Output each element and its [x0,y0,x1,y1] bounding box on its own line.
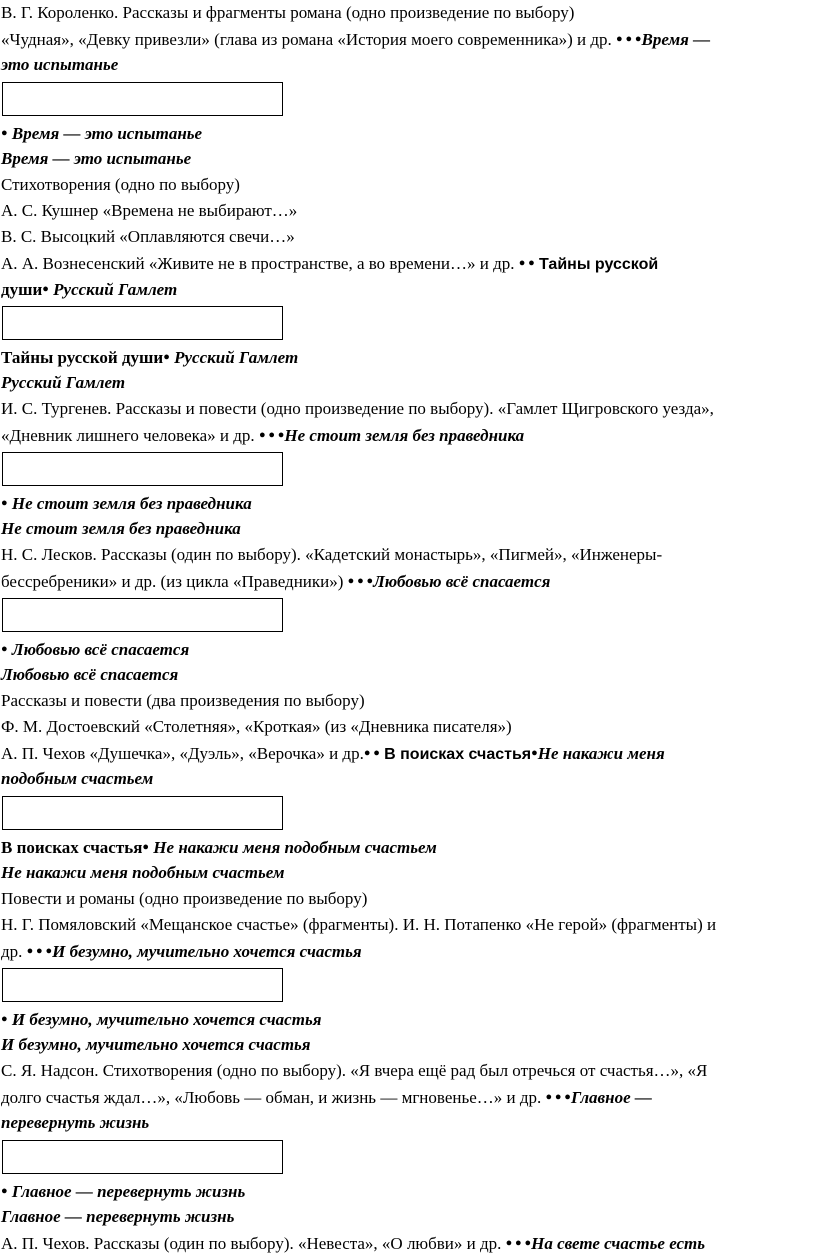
nadson-line2 [1,1084,813,1110]
section-tainy-repeat [1,344,813,370]
bullet-icon: ● [1,1185,8,1197]
leskov-line2 [1,568,813,594]
heading-bezumno: И безумно, мучительно хочется счастья [1,1035,311,1054]
heading-bezumno-inline: И безумно, мучительно хочется счастья [52,942,362,961]
vysotsky-line: В. С. Высоцкий «Оплавляются свечи…» [1,227,295,246]
dostoevsky-line: Ф. М. Достоевский «Столетняя», «Кроткая» (из «Дневника писателя») [1,717,512,736]
heading-vremya-part1: Время — [641,30,711,49]
bullet-heading-lyubov-text: Любовью всё спасается [11,640,190,659]
bullet-icon: ● ● ● [505,1237,532,1249]
bullet-icon: ● ● ● [616,33,642,45]
section-tainy: Тайны русской души [1,348,164,367]
heading-glavnoe: Главное — перевернуть жизнь [1,1207,235,1226]
bullet-icon: ● ● ● [347,575,374,587]
text-frame [2,452,283,486]
turgenev-text: «Дневник лишнего человека» и др. [1,426,255,445]
heading-gamlet-inline: Русский Гамлет [53,280,178,299]
text-frame [2,968,283,1002]
korolenko-title: В. Г. Короленко. Рассказы и фрагменты романа (одно произведение по выбору) [1,3,575,22]
bullet-icon: ● ● [518,257,535,269]
leskov-text: бессребреники» и др. (из цикла «Праведники») [1,572,344,591]
bullet-icon: ● ● [363,747,380,759]
text-frame [2,1140,283,1174]
section-poiski: В поисках счастья [1,838,143,857]
voznesensky-line [1,250,813,276]
heading-schastye-inline: На свете счастье есть [531,1234,706,1253]
heading-nakazhi: Не накажи меня подобным счастьем [1,863,285,882]
section-poiski-inline: В поисках счастья [384,746,532,763]
bullet-icon: ● [1,643,8,655]
bullet-heading-glavnoe-text: Главное — перевернуть жизнь [11,1182,246,1201]
kushner-line: А. С. Кушнер «Времена не выбирают…» [1,201,298,220]
chekhov-text: А. П. Чехов «Душечка», «Дуэль», «Верочка» и др. [1,744,364,763]
korolenko-works [1,26,813,52]
bullet-icon: ● [142,841,150,853]
bullet-icon: ● [163,351,170,363]
heading-nakazhi-part2: подобным счастьем [1,769,154,788]
heading-pravednik: Не стоит земля без праведника [1,519,241,538]
voznesensky-text: А. А. Вознесенский «Живите не в пространстве, а во времени…» и др. [1,254,515,273]
section-tainy-part2: души [1,280,43,299]
pomyalovsky-text: др. [1,942,23,961]
bullet-icon: ● [531,747,538,759]
heading-gamlet-inline-2: Русский Гамлет [174,348,299,367]
bullet-heading-lyubov [1,636,813,662]
bullet-heading-bezumno-text: И безумно, мучительно хочется счастья [11,1010,322,1029]
stories-title: Рассказы и повести (два произведения по выбору) [1,691,365,710]
heading-vremya-part2: это испытанье [1,55,119,74]
text-frame [2,82,283,116]
bullet-heading-pravednik [1,490,813,516]
bullet-heading-vremya [1,120,813,146]
nadson-text: долго счастья ждал…», «Любовь — обман, и жизнь — мгновенье…» и др. [1,1088,542,1107]
heading-lyubov: Любовью всё спасается [1,665,179,684]
turgenev-line1: И. С. Тургенев. Рассказы и повести (одно произведение по выбору). «Гамлет Щигровского уезда», [1,399,714,418]
bullet-icon: ● [1,497,8,509]
bullet-icon: ● ● ● [258,429,285,441]
bullet-icon: ● ● ● [545,1091,571,1103]
heading-gamlet: Русский Гамлет [1,373,126,392]
novels-title: Повести и романы (одно произведение по выбору) [1,889,368,908]
heading-nakazhi-part1: Не накажи меня [537,744,665,763]
turgenev-line2 [1,422,813,448]
section-poiski-repeat [1,834,813,860]
poems-title: Стихотворения (одно по выбору) [1,175,240,194]
bullet-heading-glavnoe [1,1178,813,1204]
chekhov-line [1,740,813,766]
heading-glavnoe-part1: Главное — [570,1088,652,1107]
section-tainy-line2 [1,276,813,302]
bullet-heading-vremya-text: Время — это испытанье [11,124,203,143]
section-tainy-part1: Тайны русской [539,256,659,273]
pomyalovsky-line1: Н. Г. Помяловский «Мещанское счастье» (фрагменты). И. Н. Потапенко «Не герой» (фрагменты) и [1,915,717,934]
text-frame [2,796,283,830]
pomyalovsky-line2 [1,938,813,964]
leskov-line1: Н. С. Лесков. Рассказы (один по выбору). «Кадетский монастырь», «Пигмей», «Инженеры- [1,545,663,564]
heading-vremya: Время — это испытанье [1,149,192,168]
heading-glavnoe-part2: перевернуть жизнь [1,1113,150,1132]
bullet-icon: ● [42,283,49,295]
korolenko-works-text: «Чудная», «Девку привезли» (глава из романа «История моего современника») и др. [1,30,612,49]
bullet-icon: ● [1,1013,8,1025]
bullet-heading-bezumno [1,1006,813,1032]
bullet-icon: ● [1,127,8,139]
chekhov-stories-text: А. П. Чехов. Рассказы (один по выбору). «Невеста», «О любви» и др. [1,1234,502,1253]
text-frame [2,306,283,340]
heading-pravednik-inline: Не стоит земля без праведника [284,426,525,445]
bullet-heading-pravednik-text: Не стоит земля без праведника [11,494,252,513]
nadson-line1: С. Я. Надсон. Стихотворения (одно по выбору). «Я вчера ещё рад был отречься от счастья…», «Я [1,1061,708,1080]
heading-lyubov-inline: Любовью всё спасается [373,572,551,591]
bullet-icon: ● ● ● [26,945,53,957]
heading-nakazhi-inline: Не накажи меня подобным счастьем [153,838,437,857]
text-frame [2,598,283,632]
